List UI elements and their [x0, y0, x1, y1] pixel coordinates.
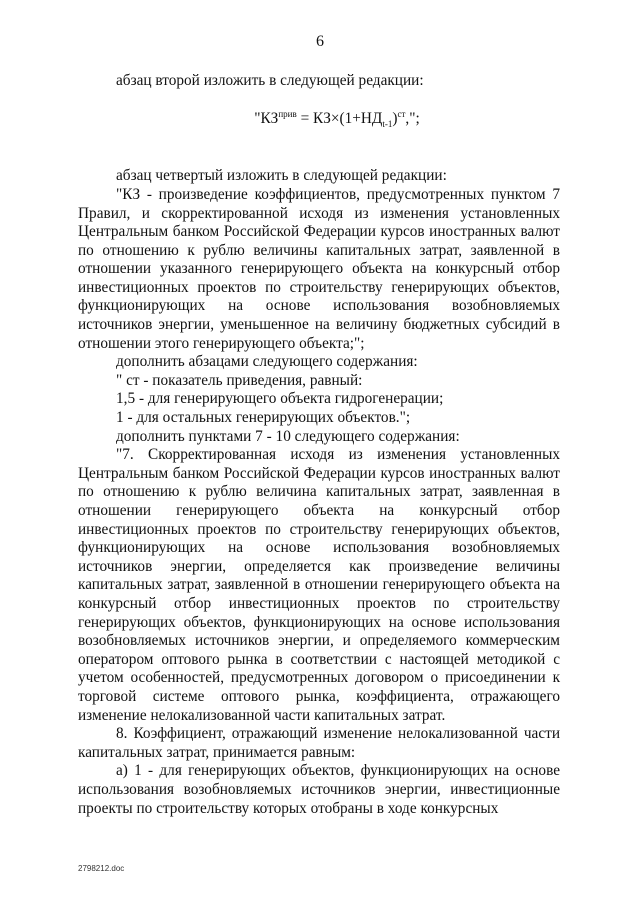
- paragraph: дополнить пунктами 7 - 10 следующего содержания:: [116, 427, 460, 445]
- paragraph: 8. Коэффициент, отражающий изменение нелокализованной части капитальных затрат, принимается равным:: [78, 725, 560, 761]
- paragraph: "7. Скорректированная исходя из изменения установленных Центральным банком Российской Федерации курсов иностранных валют по отношению к рублю величина капитальных затрат, заявленная в отношении генерирующего объекта на конкурсный отбор инвестиционных проектов по строительству генерирующих объектов, функционирующих на основе использования возобновляемых источников энергии, определяется как произведение величины капитальных затрат, заявленной в отношении генерирующего объекта на конкурсный отбор инвестиционных проектов по строительству генерирующих объектов, функционирующих на основе использования возобновляемых источников энергии, и определяемого коммерческим оператором оптового рынка в соответствии с настоящей методикой с учетом особенностей, предусмотренных договором о присоединении к торговой системе оптового рынка, коэффициента, отражающего изменение нелокализованной части капитальных затрат.: [78, 446, 560, 724]
- paragraph: дополнить абзацами следующего содержания:: [116, 353, 418, 371]
- formula-sup2: ст: [397, 108, 406, 119]
- formula-lhs: "КЗ: [254, 109, 279, 127]
- paragraph: а) 1 - для генерирующих объектов, функционирующих на основе использования возобновляемых источников энергии, инвестиционные проекты по строительству которых отобраны в ходе конкурсных: [78, 762, 560, 817]
- paragraph: абзац четвертый изложить в следующей редакции:: [116, 167, 447, 185]
- formula-close: ): [392, 109, 398, 127]
- formula-lhs-sup: прив: [278, 108, 297, 119]
- file-name-footer: 2798212.doc: [78, 864, 125, 873]
- document-body: [78, 72, 560, 818]
- paragraph: 1 - для остальных генерирующих объектов.";: [116, 409, 411, 427]
- formula: [78, 105, 560, 134]
- page-number: 6: [316, 33, 324, 50]
- formula-sub: t-1: [382, 118, 393, 129]
- formula-eq: = КЗ×(1+НД: [296, 109, 383, 127]
- spacer: [78, 149, 560, 167]
- paragraph: " ст - показатель приведения, равный:: [116, 371, 363, 389]
- paragraph: абзац второй изложить в следующей редакции:: [116, 72, 424, 89]
- paragraph: 1,5 - для генерирующего объекта гидрогенерации;: [116, 390, 444, 408]
- paragraph: "КЗ - произведение коэффициентов, предусмотренных пунктом 7 Правил, и скорректированной исходя из изменения установленных Центральным банком Российской Федерации курсов иностранных валют по отношению к рублю величины капитальных затрат, заявленной в отношении указанного генерирующего объекта на конкурсный отбор инвестиционных проектов по строительству генерирующих объектов, функционирующих на основе использования возобновляемых источников энергии, уменьшенное на величину бюджетных субсидий в отношении этого генерирующего объекта;";: [78, 185, 560, 352]
- formula-tail: ,";: [405, 109, 420, 127]
